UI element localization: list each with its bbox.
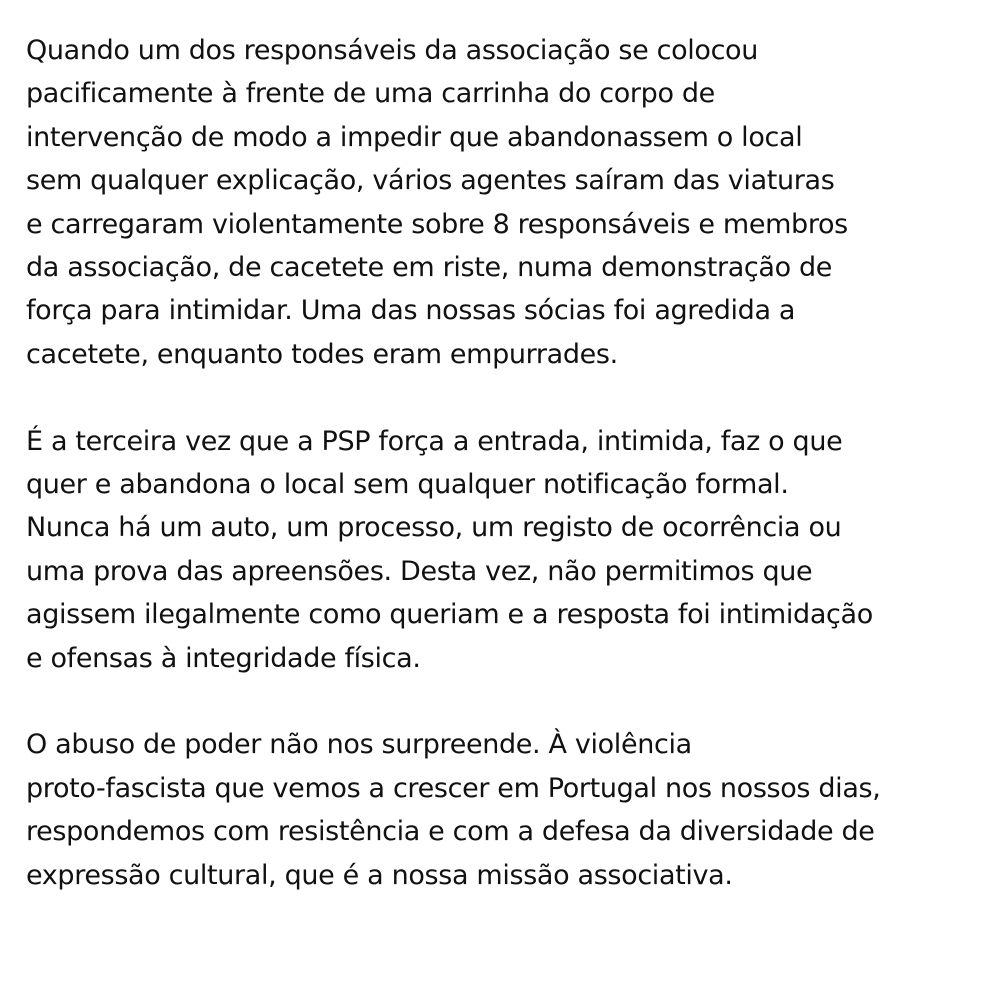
text-line: quer e abandona o local sem qualquer notificação formal.	[26, 469, 789, 501]
text-line: respondemos com resistência e com a defesa da diversidade de	[26, 816, 875, 848]
text-line: proto-fascista que vemos a crescer em Portugal nos nossos dias,	[26, 772, 881, 804]
text-line: Nunca há um auto, um processo, um registo de ocorrência ou	[26, 512, 842, 544]
text-line: e ofensas à integridade física.	[26, 642, 421, 674]
text-line: cacetete, enquanto todes eram empurrades.	[26, 338, 618, 370]
paragraph-2	[26, 420, 1000, 680]
text-line: O abuso de poder não nos surpreende. À violência	[26, 729, 692, 761]
text-line: da associação, de cacetete em riste, numa demonstração de	[26, 252, 833, 284]
text-line: Quando um dos responsáveis da associação se colocou	[26, 35, 758, 66]
text-line: É a terceira vez que a PSP força a entrada, intimida, faz o que	[26, 425, 843, 457]
text-line: agissem ilegalmente como queriam e a resposta foi intimidação	[26, 599, 873, 631]
paragraph-1	[26, 29, 1000, 376]
text-line: sem qualquer explicação, vários agentes saíram das viaturas	[26, 165, 835, 197]
text-line: força para intimidar. Uma das nossas sócias foi agredida a	[26, 295, 796, 327]
text-line: e carregaram violentamente sobre 8 responsáveis e membros	[26, 208, 848, 240]
text-line: uma prova das apreensões. Desta vez, não permitimos que	[26, 555, 813, 587]
document-body	[26, 29, 1000, 940]
text-line: pacificamente à frente de uma carrinha do corpo de	[26, 78, 715, 110]
paragraph-3	[26, 723, 1000, 897]
text-line: expressão cultural, que é a nossa missão associativa.	[26, 859, 733, 891]
text-line: intervenção de modo a impedir que abandonassem o local	[26, 121, 803, 153]
